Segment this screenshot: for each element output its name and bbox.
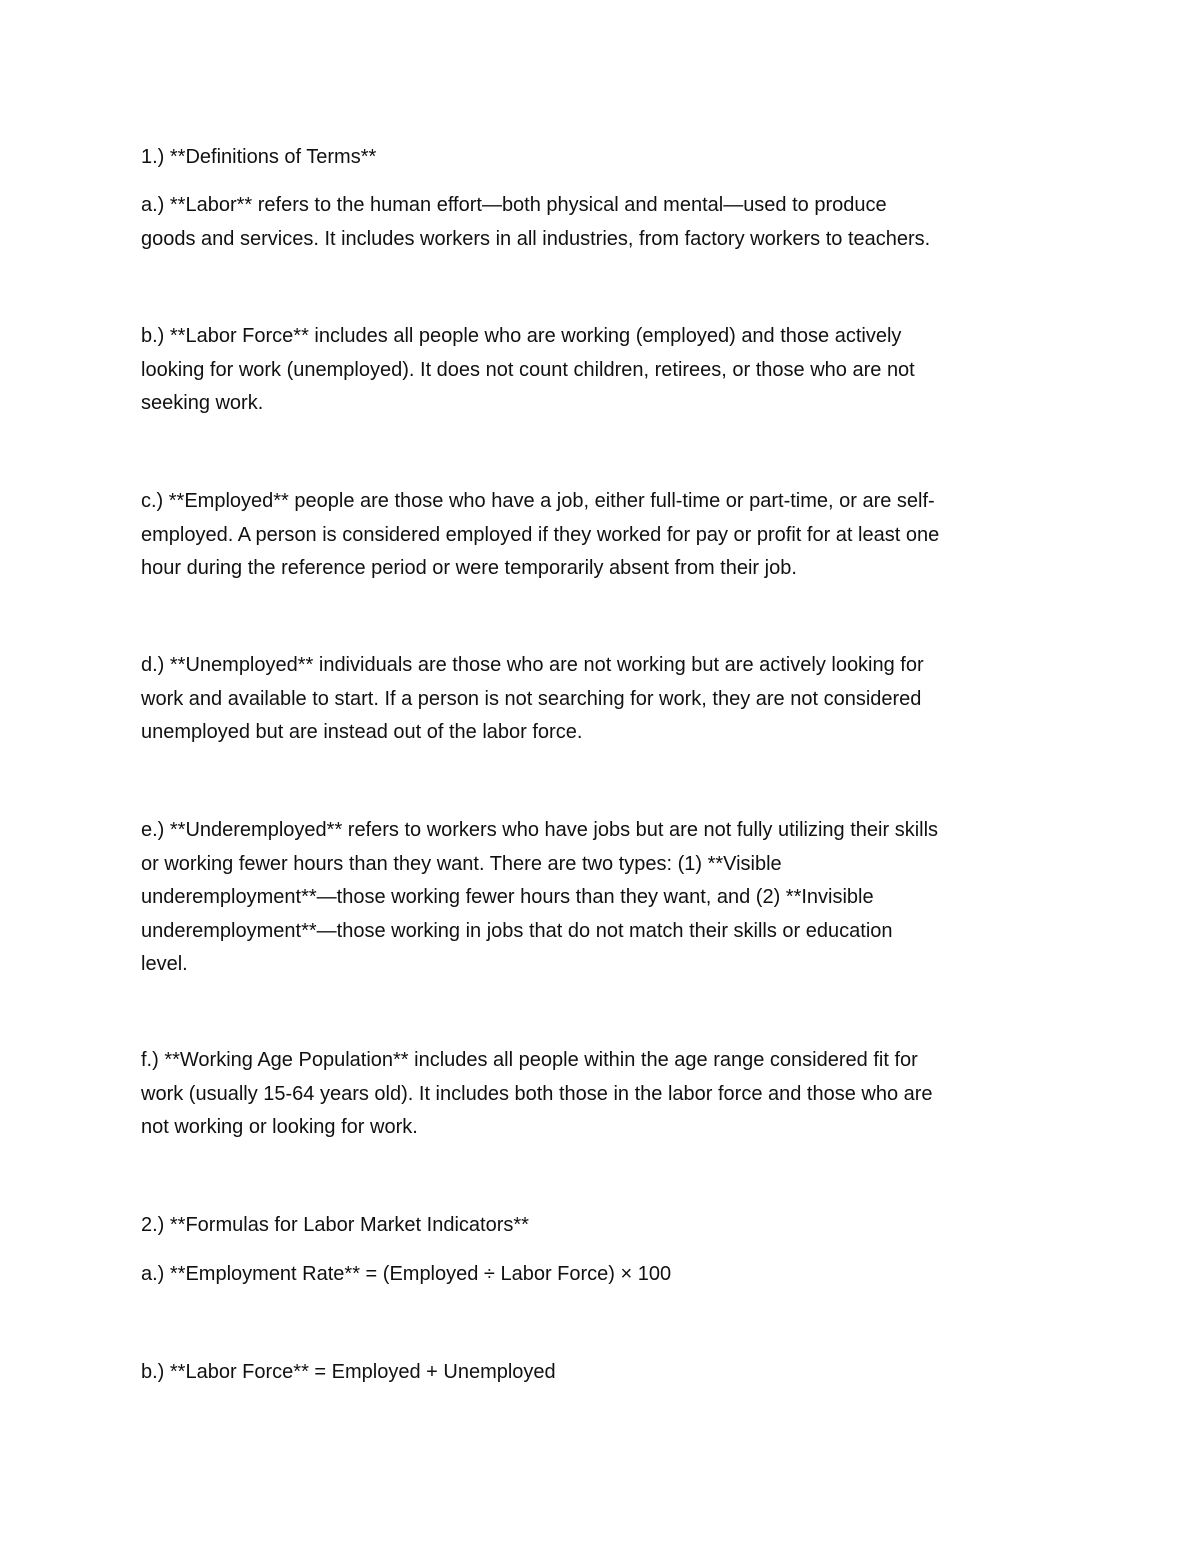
definition-labor-force <box>141 320 1056 421</box>
text-line: not working or looking for work. <box>141 1116 418 1138</box>
text-line: work (usually 15-64 years old). It includes both those in the labor force and those who are <box>141 1082 933 1105</box>
text-line: a.) **Labor** refers to the human effort—both physical and mental—used to produce <box>141 194 887 216</box>
text-line: work and available to start. If a person is not searching for work, they are not considered <box>141 687 922 710</box>
section-heading-formulas <box>141 1209 1056 1243</box>
text-line: b.) **Labor Force** includes all people who are working (employed) and those actively <box>141 325 902 347</box>
text-line: looking for work (unemployed). It does not count children, retirees, or those who are not <box>141 358 915 381</box>
text-line: hour during the reference period or were temporarily absent from their job. <box>141 557 797 579</box>
definition-underemployed <box>141 814 1056 982</box>
text-line: f.) **Working Age Population** includes all people within the age range considered fit for <box>141 1049 918 1071</box>
text-line: a.) **Employment Rate** = (Employed ÷ Labor Force) × 100 <box>141 1263 672 1285</box>
definition-labor <box>141 189 1056 256</box>
text-line: underemployment**—those working in jobs that do not match their skills or education <box>141 919 893 942</box>
text-line: level. <box>141 953 188 975</box>
definition-employed <box>141 485 1056 586</box>
section-heading-definitions <box>141 141 1056 175</box>
formula-labor-force <box>141 1356 1056 1390</box>
text-line: underemployment**—those working fewer hours than they want, and (2) **Invisible <box>141 886 874 908</box>
definition-unemployed <box>141 649 1056 750</box>
text-line: d.) **Unemployed** individuals are those who are not working but are actively looking for <box>141 654 924 676</box>
text-line: unemployed but are instead out of the labor force. <box>141 721 583 743</box>
text-line: seeking work. <box>141 392 264 414</box>
text-line: c.) **Employed** people are those who have a job, either full-time or part-time, or are self- <box>141 490 935 512</box>
text-line: 2.) **Formulas for Labor Market Indicators** <box>141 1214 529 1236</box>
text-line: b.) **Labor Force** = Employed + Unemployed <box>141 1361 556 1383</box>
text-line: e.) **Underemployed** refers to workers who have jobs but are not fully utilizing their skills <box>141 819 939 841</box>
text-line: employed. A person is considered employed if they worked for pay or profit for at least one <box>141 523 940 546</box>
text-line: goods and services. It includes workers in all industries, from factory workers to teachers. <box>141 227 931 250</box>
text-line: or working fewer hours than they want. There are two types: (1) **Visible <box>141 852 782 875</box>
formula-employment-rate <box>141 1258 1056 1292</box>
definition-working-age-population <box>141 1044 1056 1145</box>
text-line: 1.) **Definitions of Terms** <box>141 146 377 168</box>
